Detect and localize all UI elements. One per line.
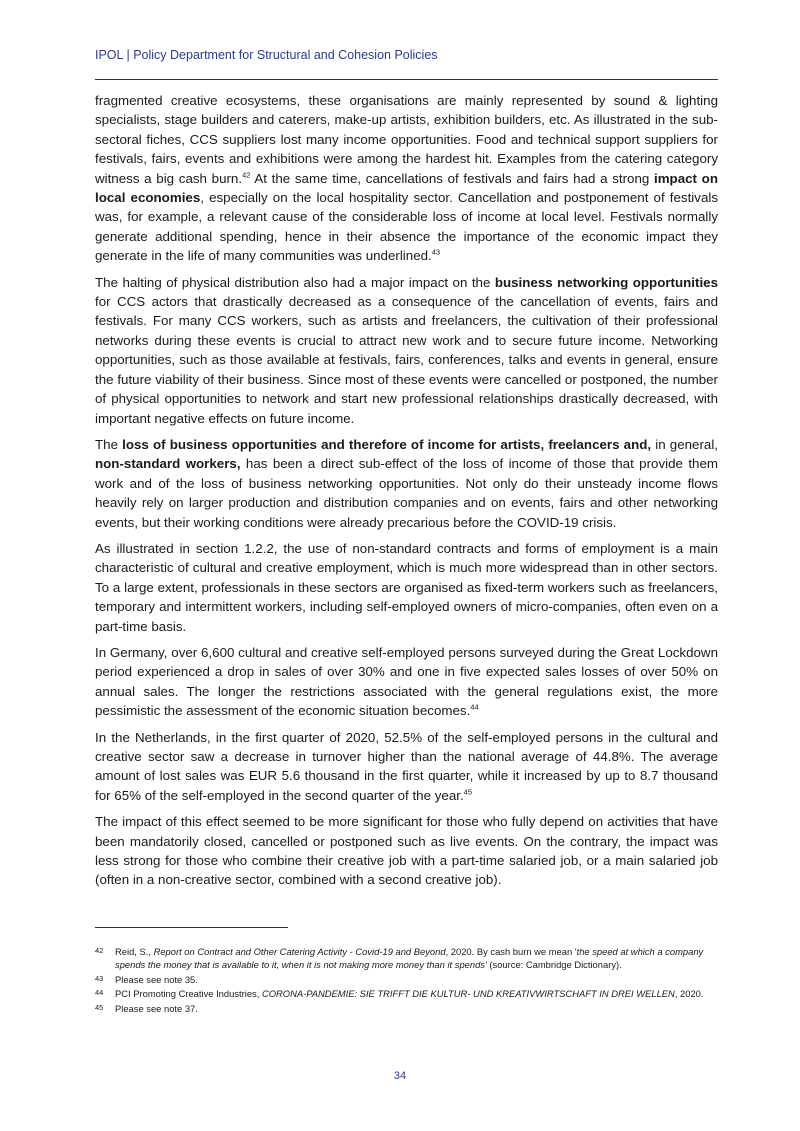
- main-body: [95, 91, 718, 897]
- footnote-43: [95, 973, 718, 986]
- footnote-44: [95, 987, 718, 1000]
- header-divider: [95, 79, 718, 80]
- footnote-number: 42: [95, 946, 104, 955]
- paragraph-2: The halting of physical distribution also had a major impact on the business networking opportunities for CCS actors that drastically decreased as a consequence of the cancellation of events, fairs and festivals. For many CCS workers, such as artists and freelancers, the cultivation of their professional networks during these events is crucial to attract new work and to secure future income. Networking opportunities, such as those available at festivals, fairs, conferences, talks and events in general, ensure the future viability of their business. Since most of these events were cancelled or postponed, the number of physical opportunities to network and start new professional relationships drastically decreased, with important negative effects on future income.: [95, 274, 718, 426]
- footnote-ref-45[interactable]: 45: [463, 787, 472, 797]
- bold-phrase: business networking opportunities: [494, 274, 718, 290]
- footnote-ref-42[interactable]: 42: [242, 170, 251, 180]
- bold-phrase: non-standard workers,: [95, 456, 241, 472]
- paragraph-3: The loss of business opportunities and therefore of income for artists, freelancers and, in general, non-standard workers, has been a direct sub-effect of the loss of income of those that provide them work and of the loss of business networking opportunities. Not only do their unsteady income flows heavily rely on larger production and distribution companies and on events, fairs and other networking events, but their working conditions were already precarious before the COVID-19 crisis.: [95, 436, 718, 530]
- footnote-divider: [95, 927, 288, 928]
- paragraph-5: In Germany, over 6,600 cultural and creative self-employed persons surveyed during the Great Lockdown period experienced a drop in sales of over 30% and one in five expected sales losses of over 50% on annual sales. The longer the restrictions associated with the general regulations exist, the more pessimistic the assessment of the economic situation becomes.$^{44}$: [95, 644, 718, 719]
- footnote-number: 45: [95, 1002, 104, 1012]
- footnote-ref-43[interactable]: 43: [431, 247, 441, 257]
- paragraph-1: fragmented creative ecosystems, these organisations are mainly represented by sound & lighting specialists, stage builders and caterers, make-up artists, exhibition builders, etc. As illustrated in the sub-sectoral fiches, CCS suppliers lost many income opportunities. Food and technical support suppliers for festivals, fairs, events and exhibitions were among the hardest hit. Examples from the catering category witness a big cash burn.$^{42}$ At the same time, cancellations of festivals and fairs had a strong impact on local economies, especially on the local hospitality sector. Cancellation and postponement of festivals was, for example, a relevant cause of the considerable loss of income at local level. Festivals normally generate additional spending, hence in their absence the importance of the economic impact they generate in the life of many communities was underlined.$^{43}$: [95, 93, 718, 264]
- paragraph-6: In the Netherlands, in the first quarter of 2020, 52.5% of the self-employed persons in the cultural and creative sector saw a decrease in turnover higher than the national average of 44.8%. The average amount of lost sales was EUR 5.6 thousand in the first quarter, while it increased by up to 8.7 thousand for 65% of the self-employed in the second quarter of the year.$^{45}$: [95, 729, 718, 803]
- bold-phrase: loss of business opportunities and therefore of income for artists, freelancers and,: [122, 436, 652, 452]
- footnote-45: [95, 1002, 718, 1015]
- footnote-text: PCI Promoting Creative Industries, CORONA-PANDEMIE: SIE TRIFFT DIE KULTUR- UND KREATIVWIRTSCHAFT IN DREI WELLEN, 2020.: [115, 988, 704, 1000]
- footnote-42: [95, 945, 718, 972]
- footnote-text: Please see note 37.: [115, 1002, 198, 1014]
- paragraph-4: As illustrated in section 1.2.2, the use of non-standard contracts and forms of employment is a main characteristic of cultural and creative employment, which is much more widespread than in other sectors. To a large extent, professionals in these sectors are organised as fixed-term workers such as freelancers, temporary and intermittent workers, including self-employed owners of micro-companies, often even on a part-time basis.: [95, 540, 718, 634]
- footnote-ref-44[interactable]: 44: [470, 702, 479, 712]
- page-header: IPOL | Policy Department for Structural and Cohesion Policies: [95, 48, 438, 62]
- page-number: 34: [393, 1070, 407, 1082]
- footnote-number: 43: [95, 973, 104, 983]
- footnotes: [95, 945, 718, 1016]
- bold-phrase: impact on local economies: [95, 170, 718, 206]
- footnote-number: 44: [95, 988, 104, 998]
- paragraph-7: The impact of this effect seemed to be more significant for those who fully depend on activities that have been mandatorily closed, cancelled or postponed such as live events. On the contrary, the impact was less strong for those who combine their creative job with a part-time salaried job, or a main salaried job (often in a non-creative sector, combined with a second creative job).: [95, 814, 718, 888]
- footnote-text: Please see note 35.: [115, 973, 198, 985]
- footnote-text: Reid, S., Report on Contract and Other Catering Activity - Covid-19 and Beyond, 2020. By cash burn we mean 'the speed at which a company spends the money that is available to it, when it is not making more money than it spends' (source: Cambridge Dictionary).: [115, 946, 704, 971]
